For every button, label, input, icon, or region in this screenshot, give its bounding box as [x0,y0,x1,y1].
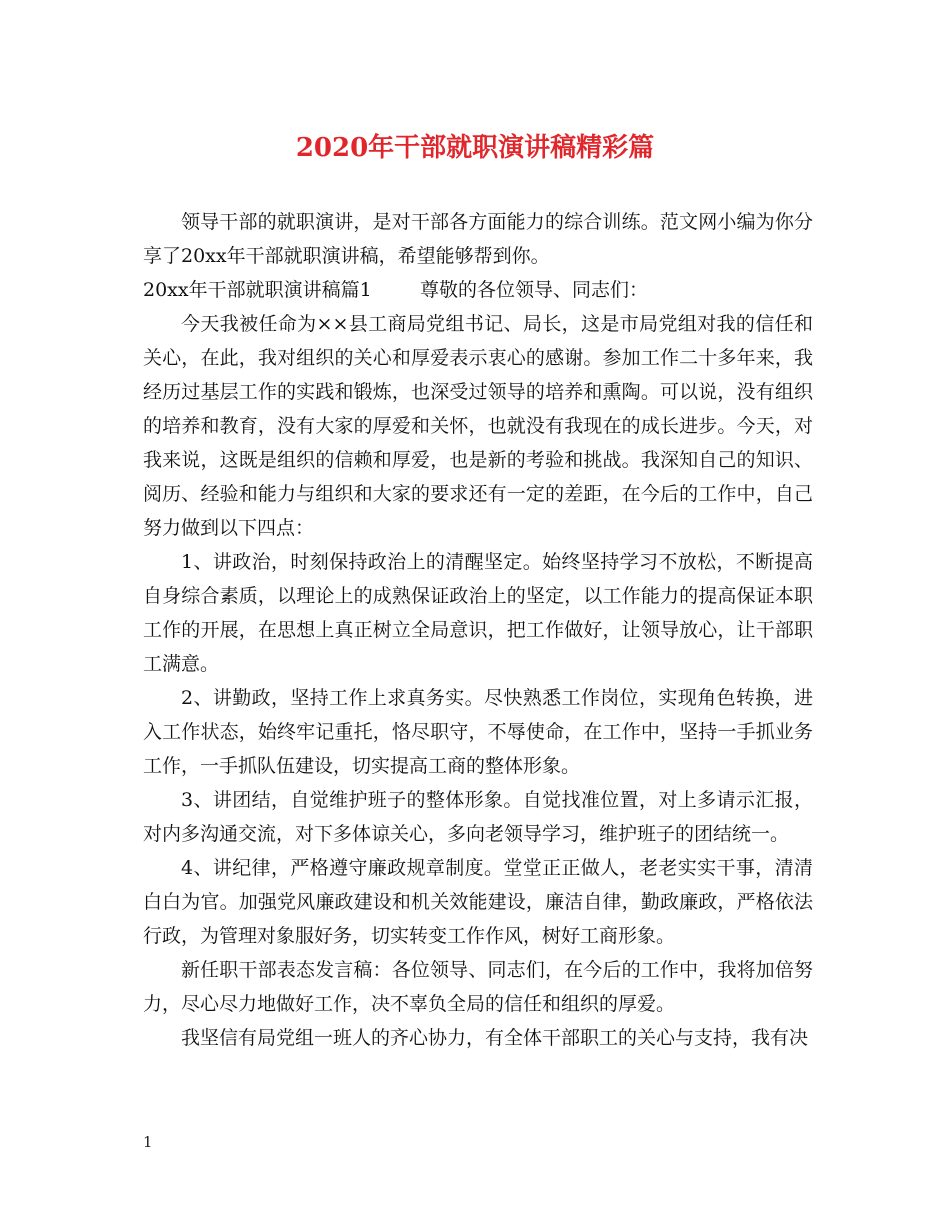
document-title: 2020年干部就职演讲稿精彩篇 [295,133,655,163]
paragraph-point-1: 1、讲政治，时刻保持政治上的清醒坚定。始终坚持学习不放松，不断提高自身综合素质，以理论上的成熟保证政治上的坚定，以工作能力的提高保证本职工作的开展，在思想上真正树立全局意识，把工作做好，让领导放心，让干部职工满意。 [143,551,813,675]
page-number: 1 [143,1133,153,1151]
paragraph-appointment: 今天我被任命为××县工商局党组书记、局长，这是市局党组对我的信任和关心，在此，我对组织的关心和厚爱表示衷心的感谢。参加工作二十多年来，我经历过基层工作的实践和锻炼，也深受过领导的培养和熏陶。可以说，没有组织的培养和教育，没有大家的厚爱和关怀，也就没有我现在的成长进步。今天，对我来说，这既是组织的信赖和厚爱，也是新的考验和挑战。我深知自己的知识、阅历、经验和能力与组织和大家的要求还有一定的差距，在今后的工作中，自己努力做到以下四点： [143,313,813,539]
paragraph-heading-salutation: 20xx年干部就职演讲稿篇1 尊敬的各位领导、同志们： [143,279,649,301]
paragraph-point-2: 2、讲勤政，坚持工作上求真务实。尽快熟悉工作岗位，实现角色转换，进入工作状态，始终牢记重托，恪尽职守，不辱使命，在工作中，坚持一手抓业务工作，一手抓队伍建设，切实提高工商的整体形象。 [143,687,813,777]
paragraph-point-4: 4、讲纪律，严格遵守廉政规章制度。堂堂正正做人，老老实实干事，清清白白为官。加强党风廉政建设和机关效能建设，廉洁自律，勤政廉政，严格依法行政，为管理对象服好务，切实转变工作作风，树好工商形象。 [143,857,813,947]
paragraph-statement: 新任职干部表态发言稿：各位领导、同志们，在今后的工作中，我将加倍努力，尽心尽力地做好工作，决不辜负全局的信任和组织的厚爱。 [143,959,813,1015]
paragraph-point-3: 3、讲团结，自觉维护班子的整体形象。自觉找准位置，对上多请示汇报，对内多沟通交流，对下多体谅关心，多向老领导学习，维护班子的团结统一。 [143,789,813,845]
paragraph-intro: 领导干部的就职演讲，是对干部各方面能力的综合训练。范文网小编为你分享了20xx年干部就职演讲稿，希望能够帮到你。 [143,211,813,267]
paragraph-closing: 我坚信有局党组一班人的齐心协力，有全体干部职工的关心与支持，我有决 [181,1027,809,1049]
document-body [143,205,813,1055]
